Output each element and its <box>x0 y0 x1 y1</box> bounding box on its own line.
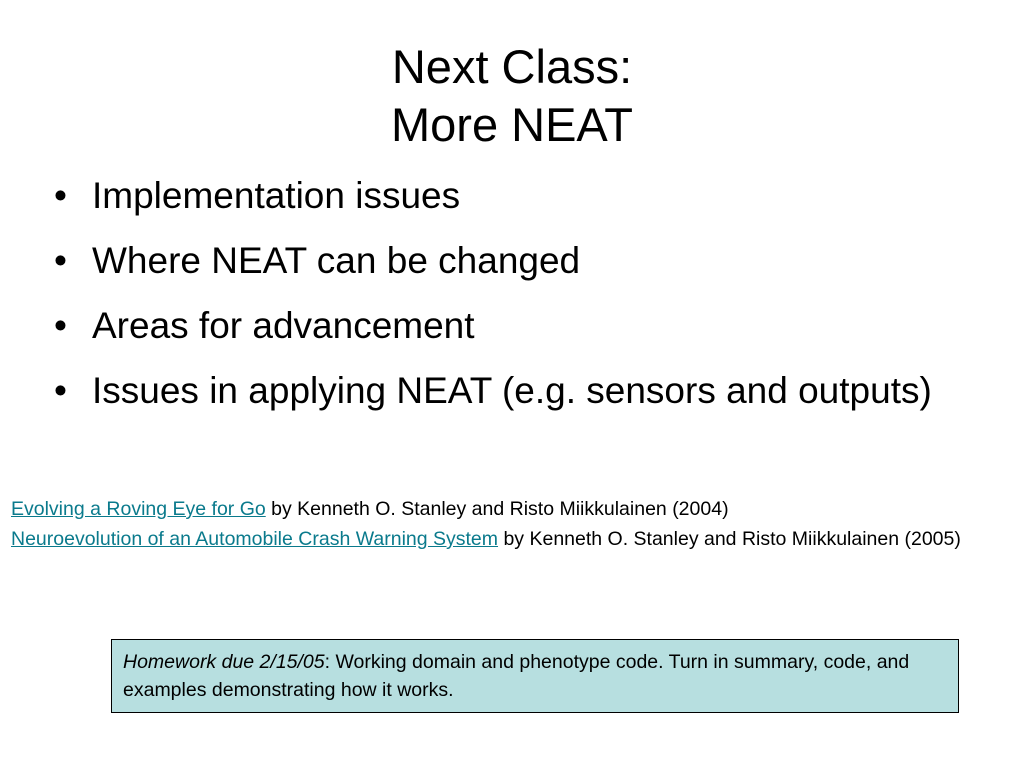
bullet-item <box>54 298 974 354</box>
bullet-item <box>54 363 974 419</box>
homework-due-label: Homework due 2/15/05 <box>123 651 325 673</box>
slide-title-line-2: More NEAT <box>391 98 633 151</box>
bullet-icon: • <box>54 370 67 411</box>
bullet-item <box>54 233 974 289</box>
reference-item <box>11 524 1001 554</box>
bullet-list <box>54 168 974 428</box>
slide-title <box>0 38 1024 154</box>
reference-link-roving-eye[interactable]: Evolving a Roving Eye for Go <box>11 498 266 520</box>
bullet-text: Issues in applying NEAT (e.g. sensors and outputs) <box>92 370 932 411</box>
bullet-text: Areas for advancement <box>92 305 475 346</box>
bullet-text: Where NEAT can be changed <box>92 240 581 281</box>
bullet-icon: • <box>54 305 67 346</box>
references <box>11 494 1001 554</box>
bullet-icon: • <box>54 240 67 281</box>
homework-text: : Working domain and phenotype code. Turn in summary, code, and examples demonstrating how it works. <box>123 651 910 701</box>
reference-citation: by Kenneth O. Stanley and Risto Miikkulainen (2004) <box>265 498 729 520</box>
bullet-text: Implementation issues <box>92 175 461 216</box>
slide-title-line-1: Next Class: <box>391 40 633 93</box>
reference-item <box>11 494 1001 524</box>
bullet-item <box>54 168 974 224</box>
reference-citation: by Kenneth O. Stanley and Risto Miikkulainen (2005) <box>498 528 961 550</box>
homework-box <box>111 639 959 713</box>
bullet-icon: • <box>54 175 67 216</box>
reference-link-crash-warning[interactable]: Neuroevolution of an Automobile Crash Warning System <box>11 528 499 550</box>
